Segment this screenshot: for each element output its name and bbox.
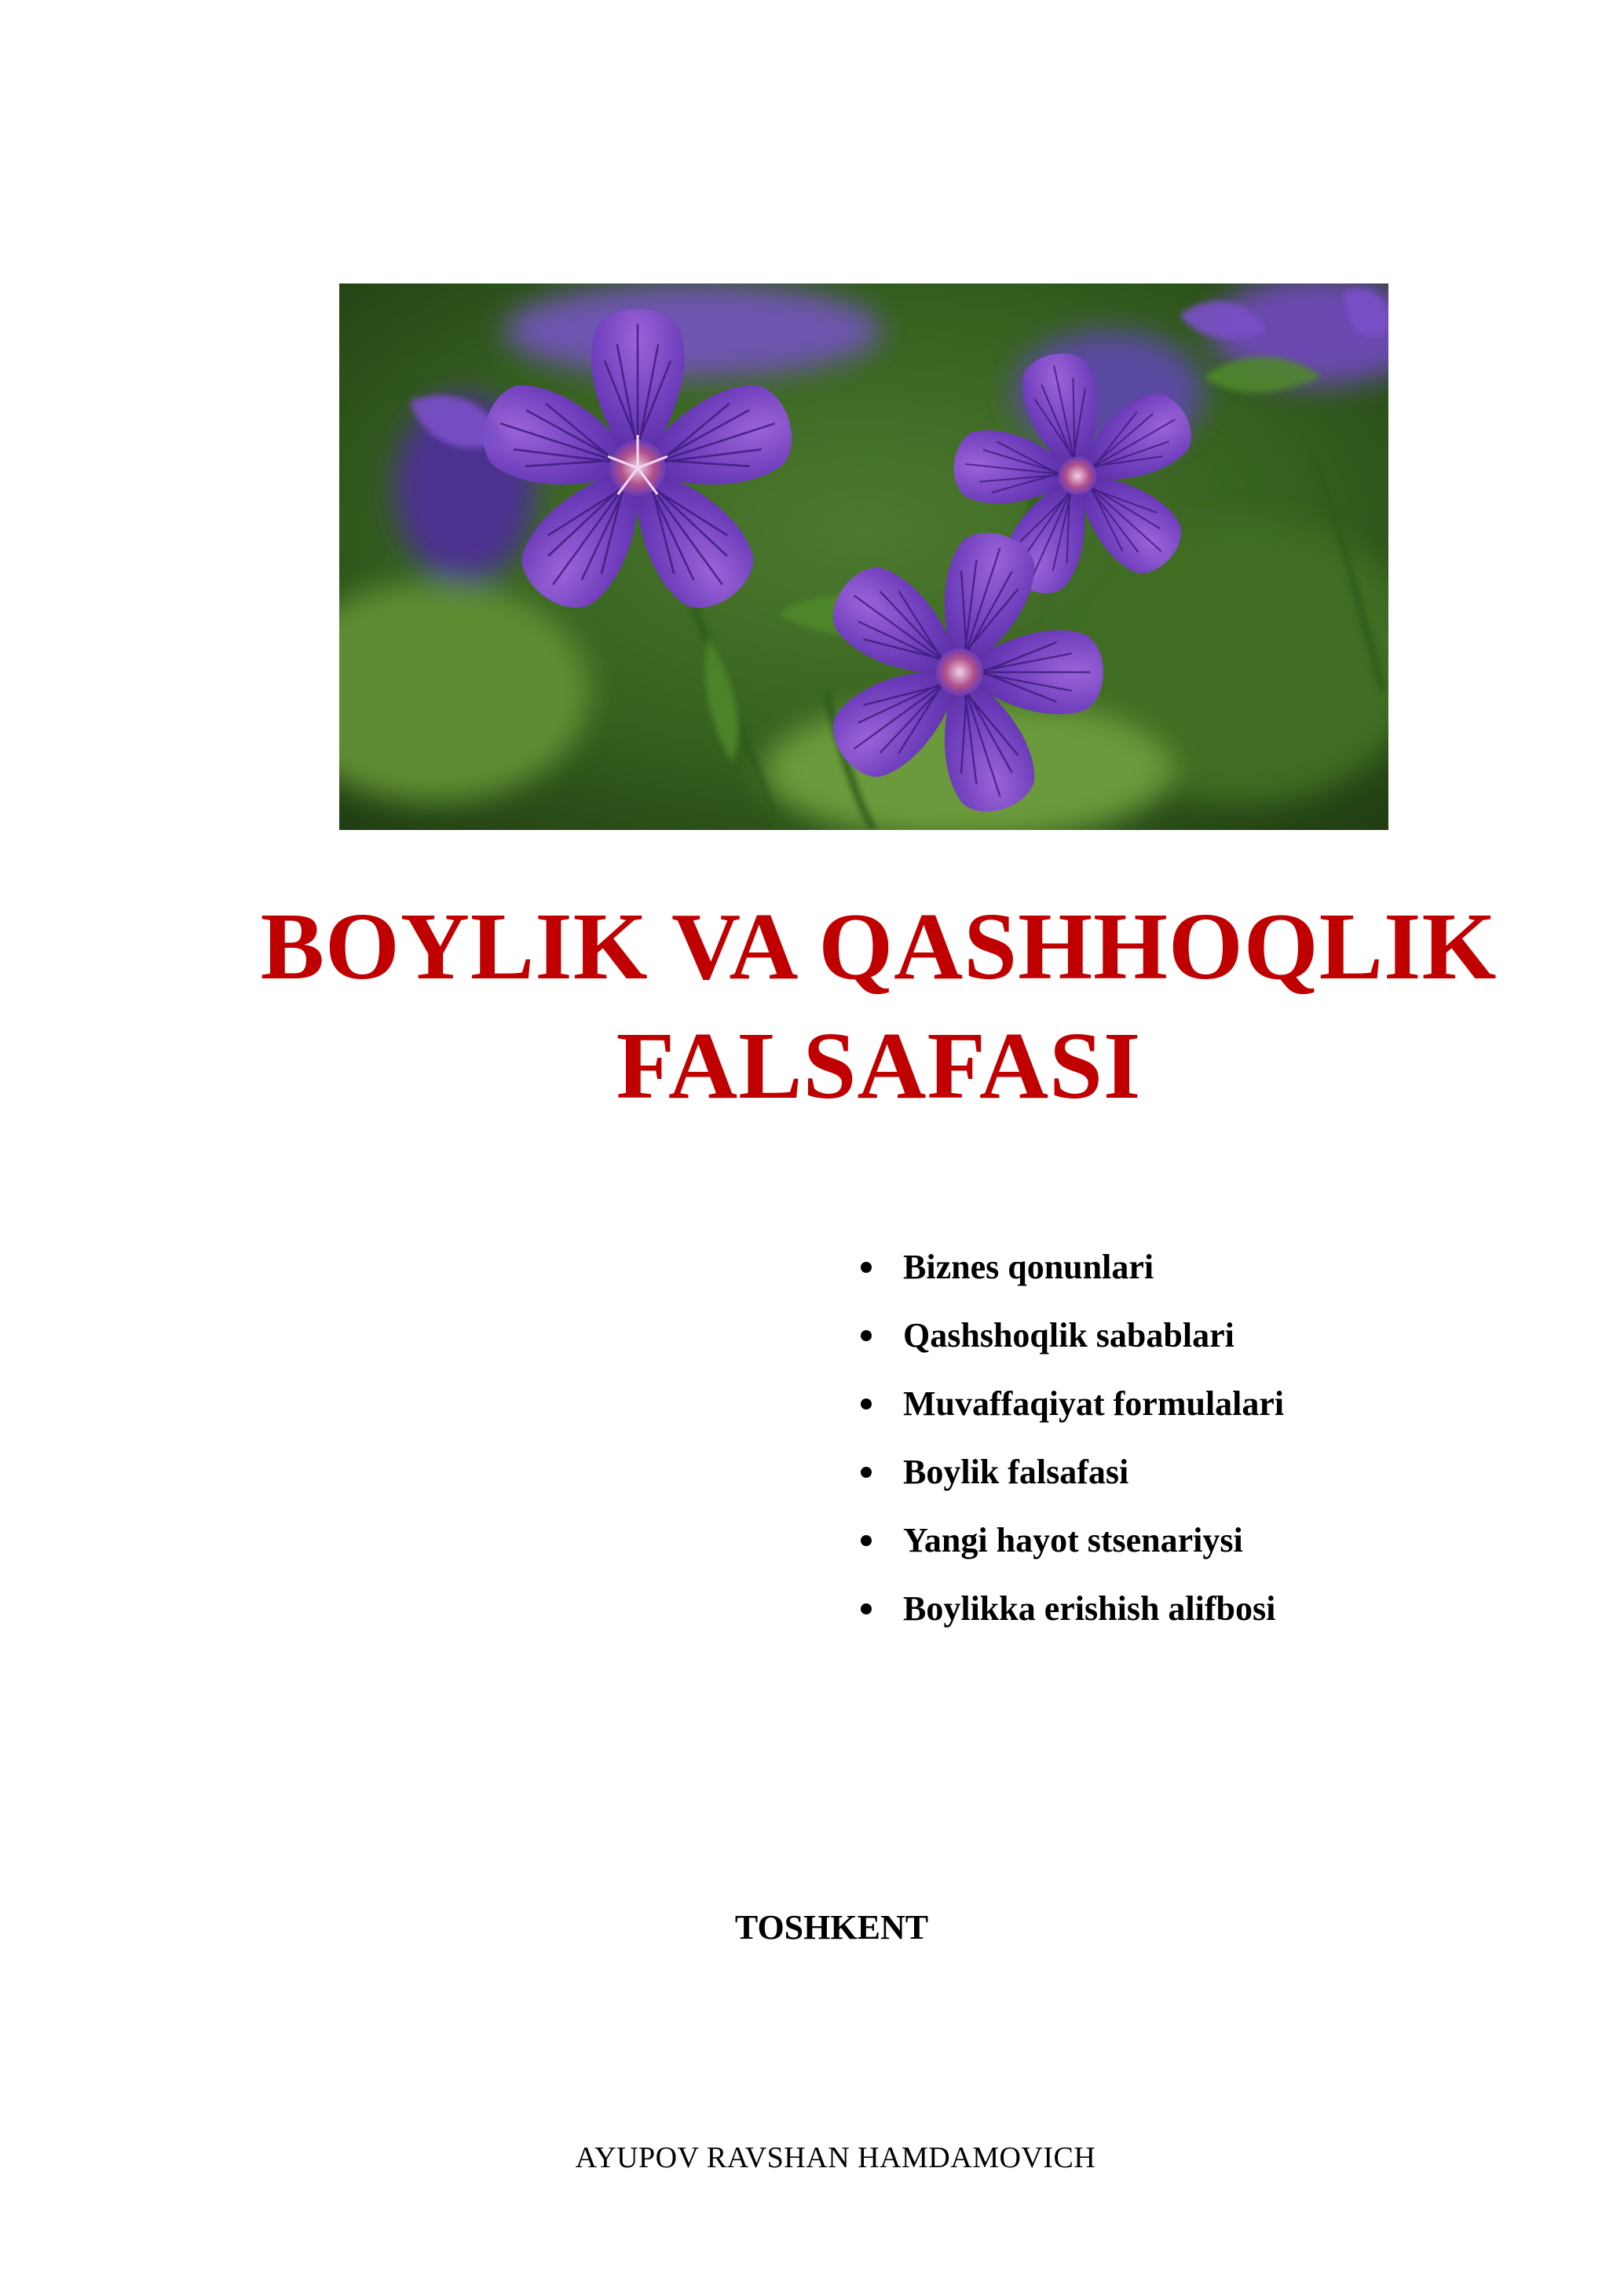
bullet-icon [861, 1603, 872, 1614]
bullet-icon [861, 1467, 872, 1478]
topic-label: Muvaffaqiyat formulalari [903, 1384, 1285, 1423]
topic-label: Boylik falsafasi [903, 1453, 1129, 1491]
list-item [856, 1369, 1284, 1438]
document-title [0, 887, 1624, 1126]
publication-city: TOSHKENT [734, 1908, 929, 1947]
cover-flower-photo [339, 283, 1388, 830]
list-item [856, 1233, 1284, 1301]
bullet-icon [861, 1535, 872, 1546]
topic-label: Qashshoqlik sabablari [903, 1316, 1234, 1355]
list-item [856, 1574, 1284, 1643]
title-line-2: FALSAFASI [616, 1013, 1142, 1119]
topic-label: Biznes qonunlari [903, 1248, 1154, 1286]
bullet-icon [861, 1262, 872, 1273]
topic-label: Yangi hayot stsenariysi [903, 1521, 1243, 1559]
list-item [856, 1301, 1284, 1369]
bullet-icon [861, 1398, 872, 1409]
title-line-1: BOYLIK VA QASHHOQLIK [260, 894, 1498, 1000]
bullet-icon [861, 1330, 872, 1341]
topic-list [856, 1233, 1284, 1643]
author-name: AYUPOV RAVSHAN HAMDAMOVICH [575, 2141, 1096, 2174]
list-item [856, 1438, 1284, 1506]
list-item [856, 1506, 1284, 1574]
topic-label: Boylikka erishish alifbosi [903, 1589, 1276, 1628]
